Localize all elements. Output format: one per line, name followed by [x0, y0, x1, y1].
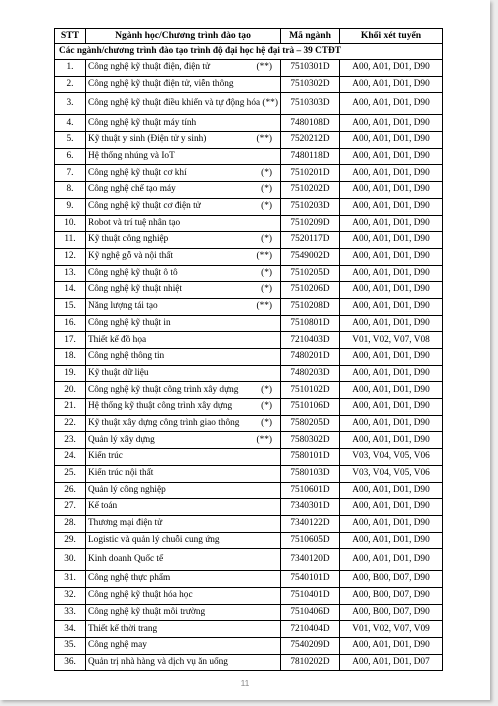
row-stt: 19. — [55, 365, 86, 382]
row-admission-combos: A00, A01, D01, D90 — [340, 165, 443, 182]
row-admission-combos: A00, A01, D01, D90 — [340, 60, 443, 77]
row-admission-combos: A00, A01, D01, D90 — [340, 132, 443, 149]
row-program-name-wrap — [88, 99, 278, 108]
row-program-name-cell — [86, 232, 281, 249]
row-program-code: 7549002D — [281, 248, 340, 265]
programs-table — [54, 28, 443, 671]
row-admission-combos: A00, A01, D01, D90 — [340, 349, 443, 366]
row-stt: 10. — [55, 215, 86, 232]
row-program-name-wrap — [88, 169, 278, 178]
table-row — [55, 76, 443, 93]
table-row — [55, 382, 443, 399]
row-program-name-cell — [86, 265, 281, 282]
row-program-name-cell — [86, 415, 281, 432]
row-program-name-wrap — [88, 152, 278, 161]
row-admission-combos: A00, A01, D01, D90 — [340, 382, 443, 399]
row-program-name-cell — [86, 315, 281, 332]
row-program-name-cell — [86, 399, 281, 416]
row-program-code: 7510205D — [281, 265, 340, 282]
row-program-code: 7340120D — [281, 549, 340, 571]
row-program-name: Logistic và quản lý chuỗi cung ứng — [88, 534, 220, 545]
row-stt: 29. — [55, 532, 86, 549]
row-program-name-wrap — [88, 269, 278, 278]
row-admission-combos: A00, B00, D07, D90 — [340, 587, 443, 604]
table-row — [55, 515, 443, 532]
row-program-name-wrap — [88, 591, 278, 600]
row-program-name: Công nghệ may — [88, 640, 147, 651]
row-admission-combos: A00, A01, D01, D90 — [340, 215, 443, 232]
row-program-name-wrap — [88, 302, 278, 311]
row-program-name-wrap — [88, 502, 278, 511]
row-program-name: Kỹ thuật dữ liệu — [88, 367, 149, 378]
row-stt: 2. — [55, 76, 86, 93]
row-admission-combos: A00, A01, D01, D90 — [340, 638, 443, 655]
table-row — [55, 604, 443, 621]
row-program-name-cell — [86, 298, 281, 315]
row-stt: 23. — [55, 432, 86, 449]
row-program-name-wrap — [88, 369, 278, 378]
row-stt: 14. — [55, 282, 86, 299]
row-program-name-wrap — [88, 135, 278, 144]
row-program-mark: (*) — [261, 184, 272, 195]
row-admission-combos: A00, A01, D01, D90 — [340, 298, 443, 315]
row-program-name-wrap — [88, 625, 278, 634]
row-program-name-cell — [86, 499, 281, 516]
row-program-name: Hệ thống kỹ thuật công trình xây dựng — [88, 401, 233, 412]
row-program-code: 7510401D — [281, 587, 340, 604]
table-row — [55, 587, 443, 604]
row-admission-combos: A00, A01, D01, D90 — [340, 399, 443, 416]
row-program-name: Công nghệ kỹ thuật điện, điện tử — [88, 62, 211, 73]
row-program-name-wrap — [88, 352, 278, 361]
header-program-code: Mã ngành — [281, 29, 340, 44]
row-program-name-wrap — [88, 658, 278, 667]
row-program-code: 7580205D — [281, 415, 340, 432]
table-row — [55, 215, 443, 232]
table-row — [55, 248, 443, 265]
row-admission-combos: A00, B00, D07, D90 — [340, 571, 443, 588]
row-program-mark: (*) — [261, 234, 272, 245]
table-row — [55, 115, 443, 132]
row-stt: 12. — [55, 248, 86, 265]
row-admission-combos: A00, A01, D01, D90 — [340, 365, 443, 382]
table-row — [55, 148, 443, 165]
row-program-name: Công nghệ kỹ thuật ô tô — [88, 267, 178, 278]
row-program-name-wrap — [88, 319, 278, 328]
row-program-name-cell — [86, 449, 281, 466]
row-program-name-wrap — [88, 119, 278, 128]
row-admission-combos: A00, A01, D01, D90 — [340, 432, 443, 449]
row-program-name: Thiết kế thời trang — [88, 623, 158, 634]
row-stt: 18. — [55, 349, 86, 366]
row-stt: 21. — [55, 399, 86, 416]
row-program-mark: (**) — [256, 134, 272, 145]
row-stt: 28. — [55, 515, 86, 532]
row-stt: 7. — [55, 165, 86, 182]
row-program-name-wrap — [88, 536, 278, 545]
page-number: 11 — [240, 678, 250, 688]
row-program-name: Kế toán — [88, 501, 118, 512]
row-program-name: Công nghệ thông tin — [88, 351, 165, 362]
row-admission-combos: A00, A01, D01, D90 — [340, 549, 443, 571]
row-program-code: 7510209D — [281, 215, 340, 232]
row-program-code: 7210403D — [281, 332, 340, 349]
table-row — [55, 465, 443, 482]
row-program-name-cell — [86, 148, 281, 165]
row-stt: 17. — [55, 332, 86, 349]
row-program-name-wrap — [88, 608, 278, 617]
row-program-mark: (*) — [261, 417, 272, 428]
row-program-code: 7510605D — [281, 532, 340, 549]
row-program-name-wrap — [88, 555, 278, 564]
row-stt: 27. — [55, 499, 86, 516]
table-row — [55, 60, 443, 77]
row-stt: 16. — [55, 315, 86, 332]
row-admission-combos: A00, A01, D01, D90 — [340, 265, 443, 282]
row-program-name-cell — [86, 132, 281, 149]
row-program-mark: (*) — [261, 284, 272, 295]
row-program-name-cell — [86, 654, 281, 671]
row-program-mark: (*) — [261, 201, 272, 211]
row-program-name-wrap — [88, 185, 278, 194]
row-program-name-cell — [86, 248, 281, 265]
row-program-name-cell — [86, 604, 281, 621]
row-program-name: Kỹ nghệ gỗ và nội thất — [88, 251, 173, 262]
table-row — [55, 432, 443, 449]
row-program-name: Công nghệ kỹ thuật in — [88, 317, 171, 328]
table-row — [55, 182, 443, 199]
row-program-name: Thương mại điện tử — [88, 518, 163, 529]
row-admission-combos: V01, V02, V07, V09 — [340, 621, 443, 638]
row-stt: 35. — [55, 638, 86, 655]
table-row — [55, 315, 443, 332]
row-admission-combos: A00, A01, D01, D90 — [340, 232, 443, 249]
row-program-name: Kỹ thuật y sinh (Điện tử y sinh) — [88, 134, 207, 145]
row-program-name-wrap — [88, 436, 278, 445]
row-program-name: Kỹ thuật công nghiệp — [88, 234, 169, 245]
row-program-name-cell — [86, 60, 281, 77]
row-program-name: Robot và trí tuệ nhân tạo — [88, 217, 181, 228]
row-program-name-cell — [86, 515, 281, 532]
row-program-name: Công nghệ kỹ thuật máy tính — [88, 117, 197, 128]
row-stt: 34. — [55, 621, 86, 638]
table-row — [55, 482, 443, 499]
row-admission-combos: V01, V02, V07, V08 — [340, 332, 443, 349]
row-program-name-cell — [86, 549, 281, 571]
row-program-name-cell — [86, 76, 281, 93]
row-program-name-cell — [86, 165, 281, 182]
row-program-code: 7340301D — [281, 499, 340, 516]
row-program-mark: (*) — [261, 384, 272, 395]
table-row — [55, 399, 443, 416]
row-program-name: Công nghệ kỹ thuật cơ khí — [88, 167, 187, 178]
row-admission-combos: A00, A01, D01, D90 — [340, 315, 443, 332]
table-row — [55, 132, 443, 149]
row-admission-combos: A00, A01, D01, D90 — [340, 93, 443, 115]
row-program-name: Công nghệ kỹ thuật hóa học — [88, 590, 193, 601]
table-row — [55, 549, 443, 571]
table-row — [55, 332, 443, 349]
table-row — [55, 349, 443, 366]
row-program-name-cell — [86, 621, 281, 638]
row-program-name-wrap — [88, 641, 278, 650]
row-admission-combos: A00, A01, D01, D07 — [340, 654, 443, 671]
row-program-code: 7480108D — [281, 115, 340, 132]
row-program-name-cell — [86, 93, 281, 115]
row-admission-combos: A00, A01, D01, D90 — [340, 282, 443, 299]
row-program-name: Hệ thống nhúng và IoT — [88, 150, 175, 161]
row-program-name-cell — [86, 115, 281, 132]
row-program-name-wrap — [88, 402, 278, 411]
table-row — [55, 282, 443, 299]
row-program-name: Năng lượng tái tạo — [88, 301, 158, 312]
row-stt: 15. — [55, 298, 86, 315]
row-program-code: 7580103D — [281, 465, 340, 482]
row-program-name-wrap — [88, 63, 278, 72]
row-stt: 1. — [55, 60, 86, 77]
row-stt: 6. — [55, 148, 86, 165]
row-program-code: 7580101D — [281, 449, 340, 466]
table-row — [55, 165, 443, 182]
row-program-code: 7510106D — [281, 399, 340, 416]
row-stt: 32. — [55, 587, 86, 604]
row-admission-combos: A00, A01, D01, D90 — [340, 182, 443, 199]
row-program-code: 7510406D — [281, 604, 340, 621]
table-row — [55, 265, 443, 282]
row-program-name-wrap — [88, 285, 278, 294]
row-admission-combos: V03, V04, V05, V06 — [340, 449, 443, 466]
row-program-name-cell — [86, 482, 281, 499]
row-program-code: 7480201D — [281, 349, 340, 366]
table-row — [55, 654, 443, 671]
section-row — [55, 44, 443, 60]
row-program-name-wrap — [88, 519, 278, 528]
row-program-name: Kiến trúc nội thất — [88, 468, 154, 478]
row-admission-combos: A00, A01, D01, D90 — [340, 515, 443, 532]
row-stt: 20. — [55, 382, 86, 399]
row-program-code: 7510203D — [281, 198, 340, 215]
row-admission-combos: A00, A01, D01, D90 — [340, 115, 443, 132]
row-program-code: 7340122D — [281, 515, 340, 532]
row-program-code: 7510102D — [281, 382, 340, 399]
row-program-name: Công nghệ kỹ thuật điện tử, viễn thông — [88, 78, 234, 89]
table-row — [55, 232, 443, 249]
row-program-code: 7480118D — [281, 148, 340, 165]
row-admission-combos: A00, A01, D01, D90 — [340, 76, 443, 93]
table-row — [55, 621, 443, 638]
row-program-mark: (*) — [261, 267, 272, 278]
row-program-name: Quản lý công nghiệp — [88, 484, 166, 495]
row-program-code: 7520212D — [281, 132, 340, 149]
row-program-code: 7510302D — [281, 76, 340, 93]
row-program-name-wrap — [88, 469, 278, 478]
row-program-name: Công nghệ kỹ thuật công trình xây dựng — [88, 384, 239, 395]
row-program-name-wrap — [88, 386, 278, 395]
row-program-code: 7540101D — [281, 571, 340, 588]
table-row — [55, 532, 443, 549]
row-program-name: Thiết kế đồ họa — [88, 334, 147, 345]
row-stt: 33. — [55, 604, 86, 621]
row-stt: 11. — [55, 232, 86, 249]
section-title: Các ngành/chương trình đào tạo trình độ đại học hệ đại trà – 39 CTĐT — [55, 44, 443, 60]
table-row — [55, 415, 443, 432]
row-stt: 4. — [55, 115, 86, 132]
table-row — [55, 298, 443, 315]
row-admission-combos: A00, A01, D01, D90 — [340, 198, 443, 215]
row-program-mark: (*) — [261, 401, 272, 412]
row-stt: 3. — [55, 93, 86, 115]
header-program-name: Ngành học/Chương trình đào tạo — [86, 29, 281, 44]
row-stt: 5. — [55, 132, 86, 149]
row-program-code: 7510201D — [281, 165, 340, 182]
row-program-name: Kiến trúc — [88, 451, 123, 462]
header-stt: STT — [55, 29, 86, 44]
row-program-name-wrap — [88, 336, 278, 345]
row-program-code: 7510303D — [281, 93, 340, 115]
row-program-code: 7210404D — [281, 621, 340, 638]
row-program-name-wrap — [88, 419, 278, 428]
row-program-name: Công nghệ kỹ thuật điều khiển và tự động hóa (**) — [88, 98, 278, 109]
row-admission-combos: A00, A01, D01, D90 — [340, 499, 443, 516]
table-row — [55, 365, 443, 382]
row-program-name-wrap — [88, 452, 278, 461]
row-stt: 31. — [55, 571, 86, 588]
row-program-code: 7520117D — [281, 232, 340, 249]
row-program-name: Kinh doanh Quốc tế — [88, 554, 164, 565]
row-stt: 22. — [55, 415, 86, 432]
table-row — [55, 198, 443, 215]
row-program-name: Quản trị nhà hàng và dịch vụ ăn uống — [88, 656, 228, 667]
table-row — [55, 638, 443, 655]
row-program-name-cell — [86, 465, 281, 482]
row-program-name-cell — [86, 571, 281, 588]
row-program-name: Công nghệ thực phẩm — [88, 573, 171, 584]
row-program-name-cell — [86, 532, 281, 549]
row-program-name-wrap — [88, 80, 278, 89]
row-stt: 26. — [55, 482, 86, 499]
row-program-name: Quản lý xây dựng — [88, 434, 155, 445]
row-program-mark: (**) — [256, 301, 272, 312]
row-program-code: 7510206D — [281, 282, 340, 299]
row-program-name-cell — [86, 638, 281, 655]
row-program-name: Kỹ thuật xây dựng công trình giao thông — [88, 417, 240, 428]
row-admission-combos: A00, A01, D01, D90 — [340, 148, 443, 165]
row-program-mark: (**) — [256, 434, 272, 445]
row-program-name-cell — [86, 282, 281, 299]
table-row — [55, 499, 443, 516]
row-program-code: 7510208D — [281, 298, 340, 315]
row-stt: 13. — [55, 265, 86, 282]
row-program-name: Công nghệ chế tạo máy — [88, 184, 176, 195]
row-admission-combos: A00, B00, D07, D90 — [340, 604, 443, 621]
table-header-row — [55, 29, 443, 44]
row-program-name-cell — [86, 349, 281, 366]
row-program-code: 7580302D — [281, 432, 340, 449]
row-program-code: 7480203D — [281, 365, 340, 382]
row-program-name-wrap — [88, 202, 278, 211]
row-program-name-wrap — [88, 252, 278, 261]
row-program-name-wrap — [88, 486, 278, 495]
row-program-mark: (*) — [261, 167, 272, 178]
row-program-code: 7510801D — [281, 315, 340, 332]
row-program-code: 7510301D — [281, 60, 340, 77]
row-stt: 30. — [55, 549, 86, 571]
row-program-code: 7510601D — [281, 482, 340, 499]
row-stt: 24. — [55, 449, 86, 466]
row-program-mark: (**) — [256, 62, 272, 73]
row-stt: 8. — [55, 182, 86, 199]
table-row — [55, 93, 443, 115]
row-program-name: Công nghệ kỹ thuật cơ điện tử — [88, 201, 201, 211]
row-program-name-cell — [86, 587, 281, 604]
row-program-name-wrap — [88, 235, 278, 244]
row-program-name-cell — [86, 432, 281, 449]
row-program-name-cell — [86, 182, 281, 199]
row-admission-combos: A00, A01, D01, D90 — [340, 248, 443, 265]
row-admission-combos: A00, A01, D01, D90 — [340, 532, 443, 549]
row-stt: 36. — [55, 654, 86, 671]
table-row — [55, 449, 443, 466]
row-program-name-cell — [86, 215, 281, 232]
row-program-name-cell — [86, 198, 281, 215]
row-program-code: 7540209D — [281, 638, 340, 655]
row-program-name-cell — [86, 365, 281, 382]
table-row — [55, 571, 443, 588]
row-program-name-cell — [86, 382, 281, 399]
row-stt: 25. — [55, 465, 86, 482]
row-program-code: 7810202D — [281, 654, 340, 671]
row-admission-combos: V03, V04, V05, V06 — [340, 465, 443, 482]
row-program-name-wrap — [88, 219, 278, 228]
row-program-name-wrap — [88, 574, 278, 583]
row-admission-combos: A00, A01, D01, D90 — [340, 415, 443, 432]
row-program-mark: (**) — [256, 251, 272, 262]
header-admission-combos: Khối xét tuyển — [340, 29, 443, 44]
row-program-code: 7510202D — [281, 182, 340, 199]
row-program-name: Công nghệ kỹ thuật môi trường — [88, 606, 206, 617]
row-stt: 9. — [55, 198, 86, 215]
row-program-name: Công nghệ kỹ thuật nhiệt — [88, 284, 182, 295]
row-program-name-cell — [86, 332, 281, 349]
row-admission-combos: A00, A01, D01, D90 — [340, 482, 443, 499]
